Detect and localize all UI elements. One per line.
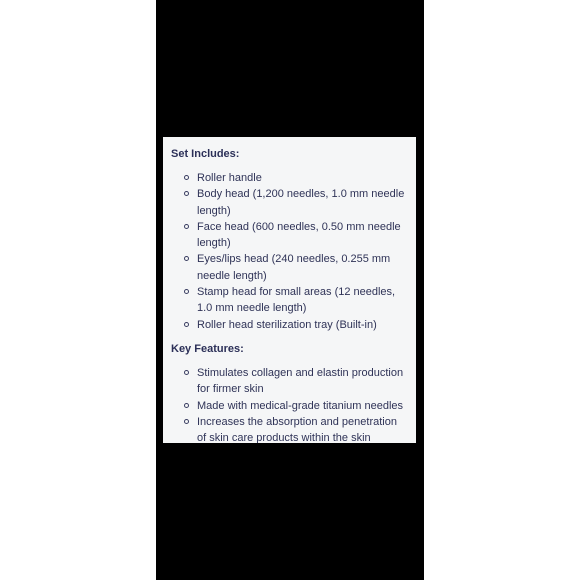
bullet-icon <box>184 322 189 327</box>
list-item-text: Body head (1,200 needles, 1.0 mm needle length) <box>197 188 405 217</box>
list-item-text: Made with medical-grade titanium needles <box>197 399 404 412</box>
list-item <box>163 186 407 219</box>
list-item-text: Increases the absorption and penetration of skin care products within the skin <box>197 415 397 443</box>
list-item <box>163 317 407 333</box>
bullet-icon <box>184 224 189 229</box>
list-item <box>163 414 407 443</box>
list-item-text: Eyes/lips head (240 needles, 0.255 mm needle length) <box>197 253 391 282</box>
bullet-icon <box>184 370 189 375</box>
bullet-icon <box>184 403 189 408</box>
bullet-icon <box>184 419 189 424</box>
key-features-list <box>163 365 407 443</box>
bullet-icon <box>184 289 189 294</box>
set-includes-heading: Set Includes: <box>171 148 240 160</box>
product-details-card <box>163 137 416 443</box>
list-item <box>163 398 407 414</box>
list-item-text: Roller handle <box>197 172 262 184</box>
key-features-heading: Key Features: <box>171 343 244 355</box>
list-item <box>163 170 407 186</box>
set-includes-list <box>163 170 407 333</box>
list-item-text: Face head (600 needles, 0.50 mm needle length) <box>197 220 401 250</box>
list-item <box>163 251 407 284</box>
list-item-text: Roller head sterilization tray (Built-in) <box>197 318 377 331</box>
list-item-text: Stamp head for small areas (12 needles, 1.0 mm needle length) <box>197 286 396 315</box>
list-item <box>163 365 407 398</box>
list-item-text: Stimulates collagen and elastin production for firmer skin <box>197 367 404 396</box>
list-item <box>163 284 407 317</box>
bullet-icon <box>184 191 189 196</box>
bullet-icon <box>184 256 189 261</box>
bullet-icon <box>184 175 189 180</box>
list-item <box>163 219 407 252</box>
